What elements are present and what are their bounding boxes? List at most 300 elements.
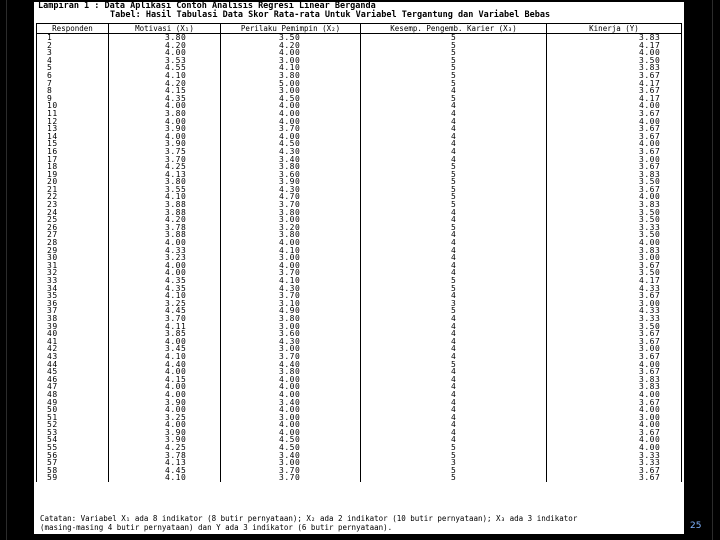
cell-perilaku-pemimpin: 3.70 (221, 353, 361, 361)
cell-kesempatan-karier: 3 (361, 459, 547, 467)
cell-kesempatan-karier: 5 (361, 201, 547, 209)
table-row (37, 421, 682, 429)
cell-motivasi: 4.33 (109, 247, 221, 255)
cell-motivasi: 3.75 (109, 148, 221, 156)
cell-kesempatan-karier: 4 (361, 353, 547, 361)
table-row (37, 406, 682, 414)
cell-kesempatan-karier: 5 (361, 277, 547, 285)
cell-responden: 35 (37, 292, 109, 300)
cell-perilaku-pemimpin: 3.00 (221, 414, 361, 422)
cell-motivasi: 4.15 (109, 87, 221, 95)
cell-responden: 40 (37, 330, 109, 338)
cell-motivasi: 4.00 (109, 368, 221, 376)
cell-responden: 32 (37, 269, 109, 277)
cell-kesempatan-karier: 5 (361, 361, 547, 369)
cell-kesempatan-karier: 4 (361, 148, 547, 156)
cell-perilaku-pemimpin: 3.40 (221, 156, 361, 164)
cell-responden: 25 (37, 216, 109, 224)
cell-kesempatan-karier: 5 (361, 163, 547, 171)
table-row (37, 193, 682, 201)
cell-kinerja: 3.00 (547, 300, 682, 308)
cell-motivasi: 4.00 (109, 262, 221, 270)
cell-responden: 56 (37, 452, 109, 460)
cell-kinerja: 3.50 (547, 209, 682, 217)
cell-kinerja: 3.67 (547, 338, 682, 346)
cell-motivasi: 3.78 (109, 452, 221, 460)
cell-kesempatan-karier: 4 (361, 330, 547, 338)
column-header-kesempatan-karier: Kesemp. Pengemb. Karier (X₃) (361, 24, 547, 34)
table-row (37, 201, 682, 209)
table-header-row (37, 24, 682, 34)
cell-motivasi: 4.00 (109, 102, 221, 110)
cell-perilaku-pemimpin: 4.00 (221, 102, 361, 110)
table-row (37, 49, 682, 57)
cell-responden: 28 (37, 239, 109, 247)
cell-responden: 33 (37, 277, 109, 285)
cell-motivasi: 3.70 (109, 315, 221, 323)
cell-kesempatan-karier: 4 (361, 239, 547, 247)
cell-responden: 19 (37, 171, 109, 179)
cell-responden: 52 (37, 421, 109, 429)
cell-responden: 4 (37, 57, 109, 65)
cell-motivasi: 4.00 (109, 239, 221, 247)
cell-motivasi: 3.85 (109, 330, 221, 338)
cell-motivasi: 4.00 (109, 133, 221, 141)
cell-kinerja: 3.67 (547, 110, 682, 118)
cell-motivasi: 3.45 (109, 345, 221, 353)
cell-kesempatan-karier: 4 (361, 376, 547, 384)
cell-kinerja: 3.83 (547, 247, 682, 255)
cell-kesempatan-karier: 4 (361, 391, 547, 399)
cell-perilaku-pemimpin: 3.80 (221, 163, 361, 171)
cell-responden: 16 (37, 148, 109, 156)
cell-perilaku-pemimpin: 4.10 (221, 277, 361, 285)
cell-kesempatan-karier: 5 (361, 80, 547, 88)
cell-motivasi: 3.78 (109, 224, 221, 232)
cell-motivasi: 4.10 (109, 474, 221, 482)
cell-kesempatan-karier: 4 (361, 216, 547, 224)
cell-responden: 39 (37, 323, 109, 331)
table-row (37, 102, 682, 110)
cell-perilaku-pemimpin: 4.20 (221, 42, 361, 50)
cell-kinerja: 4.00 (547, 102, 682, 110)
table-row (37, 429, 682, 437)
cell-responden: 15 (37, 140, 109, 148)
cell-responden: 43 (37, 353, 109, 361)
table-header (37, 24, 682, 34)
cell-motivasi: 3.25 (109, 300, 221, 308)
cell-kinerja: 4.17 (547, 80, 682, 88)
table-row (37, 186, 682, 194)
table-row (37, 118, 682, 126)
cell-kesempatan-karier: 4 (361, 118, 547, 126)
cell-kinerja: 3.67 (547, 148, 682, 156)
cell-motivasi: 4.45 (109, 307, 221, 315)
cell-kesempatan-karier: 4 (361, 102, 547, 110)
cell-responden: 45 (37, 368, 109, 376)
cell-perilaku-pemimpin: 3.00 (221, 57, 361, 65)
cell-responden: 11 (37, 110, 109, 118)
cell-kesempatan-karier: 4 (361, 323, 547, 331)
table-row (37, 399, 682, 407)
cell-kinerja: 3.67 (547, 474, 682, 482)
cell-perilaku-pemimpin: 3.70 (221, 292, 361, 300)
cell-responden: 17 (37, 156, 109, 164)
cell-motivasi: 4.00 (109, 406, 221, 414)
cell-kesempatan-karier: 5 (361, 95, 547, 103)
cell-kinerja: 4.00 (547, 436, 682, 444)
cell-motivasi: 4.13 (109, 171, 221, 179)
cell-kesempatan-karier: 5 (361, 171, 547, 179)
table-row (37, 338, 682, 346)
cell-kinerja: 4.17 (547, 277, 682, 285)
cell-kinerja: 4.00 (547, 118, 682, 126)
cell-perilaku-pemimpin: 4.50 (221, 444, 361, 452)
table-row (37, 414, 682, 422)
cell-kinerja: 3.50 (547, 231, 682, 239)
cell-responden: 30 (37, 254, 109, 262)
cell-kesempatan-karier: 4 (361, 156, 547, 164)
cell-perilaku-pemimpin: 3.50 (221, 34, 361, 42)
cell-kesempatan-karier: 4 (361, 383, 547, 391)
cell-kinerja: 4.00 (547, 421, 682, 429)
cell-motivasi: 3.80 (109, 110, 221, 118)
cell-motivasi: 4.00 (109, 269, 221, 277)
table-row (37, 292, 682, 300)
cell-kesempatan-karier: 4 (361, 262, 547, 270)
table-row (37, 163, 682, 171)
cell-motivasi: 4.10 (109, 193, 221, 201)
cell-kesempatan-karier: 5 (361, 193, 547, 201)
column-header-responden: Responden (37, 24, 109, 34)
cell-responden: 55 (37, 444, 109, 452)
cell-motivasi: 4.35 (109, 285, 221, 293)
table-row (37, 262, 682, 270)
cell-perilaku-pemimpin: 4.00 (221, 421, 361, 429)
cell-motivasi: 4.00 (109, 338, 221, 346)
cell-motivasi: 4.10 (109, 72, 221, 80)
table-row (37, 254, 682, 262)
cell-motivasi: 4.55 (109, 64, 221, 72)
table-row (37, 171, 682, 179)
table-row (37, 330, 682, 338)
cell-kinerja: 3.33 (547, 224, 682, 232)
cell-motivasi: 3.88 (109, 201, 221, 209)
cell-perilaku-pemimpin: 3.70 (221, 125, 361, 133)
cell-motivasi: 3.88 (109, 209, 221, 217)
cell-kesempatan-karier: 4 (361, 436, 547, 444)
cell-perilaku-pemimpin: 3.80 (221, 72, 361, 80)
cell-responden: 37 (37, 307, 109, 315)
cell-responden: 38 (37, 315, 109, 323)
cell-kinerja: 4.00 (547, 193, 682, 201)
cell-kinerja: 3.50 (547, 216, 682, 224)
cell-kinerja: 3.00 (547, 414, 682, 422)
cell-responden: 21 (37, 186, 109, 194)
cell-perilaku-pemimpin: 4.00 (221, 133, 361, 141)
cell-responden: 50 (37, 406, 109, 414)
cell-motivasi: 3.55 (109, 186, 221, 194)
cell-motivasi: 4.20 (109, 42, 221, 50)
cell-kinerja: 3.83 (547, 171, 682, 179)
cell-kesempatan-karier: 4 (361, 429, 547, 437)
table-row (37, 239, 682, 247)
cell-kinerja: 3.67 (547, 87, 682, 95)
cell-kinerja: 3.67 (547, 330, 682, 338)
cell-perilaku-pemimpin: 4.50 (221, 436, 361, 444)
cell-kesempatan-karier: 5 (361, 34, 547, 42)
cell-responden: 26 (37, 224, 109, 232)
cell-kinerja: 4.33 (547, 285, 682, 293)
table-row (37, 42, 682, 50)
cell-motivasi: 3.23 (109, 254, 221, 262)
cell-kinerja: 4.00 (547, 444, 682, 452)
cell-perilaku-pemimpin: 3.70 (221, 201, 361, 209)
cell-kesempatan-karier: 4 (361, 345, 547, 353)
cell-kesempatan-karier: 5 (361, 307, 547, 315)
cell-motivasi: 4.40 (109, 361, 221, 369)
table-row (37, 72, 682, 80)
cell-responden: 51 (37, 414, 109, 422)
cell-kesempatan-karier: 4 (361, 254, 547, 262)
cell-motivasi: 4.25 (109, 163, 221, 171)
cell-kesempatan-karier: 5 (361, 224, 547, 232)
cell-kinerja: 3.33 (547, 315, 682, 323)
cell-kesempatan-karier: 4 (361, 125, 547, 133)
decorative-line (712, 0, 713, 540)
footnote-line-1: Catatan: Variabel X₁ ada 8 indikator (8 butir pernyataan); X₂ ada 2 indikator (10 butir pernyataan); X₃ ada 3 indikator (40, 514, 578, 523)
cell-responden: 24 (37, 209, 109, 217)
cell-kinerja: 3.83 (547, 34, 682, 42)
footnote (40, 514, 680, 532)
cell-motivasi: 3.88 (109, 231, 221, 239)
cell-kinerja: 3.67 (547, 163, 682, 171)
cell-perilaku-pemimpin: 5.00 (221, 80, 361, 88)
cell-motivasi: 4.25 (109, 444, 221, 452)
cell-perilaku-pemimpin: 3.00 (221, 216, 361, 224)
cell-responden: 44 (37, 361, 109, 369)
cell-perilaku-pemimpin: 3.00 (221, 254, 361, 262)
column-header-kinerja: Kinerja (Y) (547, 24, 682, 34)
cell-motivasi: 4.35 (109, 95, 221, 103)
cell-responden: 7 (37, 80, 109, 88)
cell-perilaku-pemimpin: 3.70 (221, 467, 361, 475)
cell-kinerja: 3.67 (547, 467, 682, 475)
table-row (37, 156, 682, 164)
cell-responden: 54 (37, 436, 109, 444)
cell-responden: 2 (37, 42, 109, 50)
cell-responden: 22 (37, 193, 109, 201)
cell-perilaku-pemimpin: 3.00 (221, 323, 361, 331)
cell-kinerja: 4.00 (547, 361, 682, 369)
cell-perilaku-pemimpin: 3.00 (221, 459, 361, 467)
cell-responden: 48 (37, 391, 109, 399)
table-row (37, 444, 682, 452)
cell-perilaku-pemimpin: 4.30 (221, 338, 361, 346)
cell-responden: 53 (37, 429, 109, 437)
cell-kinerja: 3.83 (547, 383, 682, 391)
cell-kesempatan-karier: 4 (361, 292, 547, 300)
cell-kinerja: 4.33 (547, 307, 682, 315)
table-row (37, 231, 682, 239)
cell-responden: 46 (37, 376, 109, 384)
table-row (37, 353, 682, 361)
cell-kesempatan-karier: 5 (361, 72, 547, 80)
cell-responden: 27 (37, 231, 109, 239)
cell-responden: 59 (37, 474, 109, 482)
cell-responden: 14 (37, 133, 109, 141)
cell-responden: 29 (37, 247, 109, 255)
cell-kesempatan-karier: 4 (361, 269, 547, 277)
heading-label: Lampiran 1 : (38, 2, 100, 11)
table-row (37, 300, 682, 308)
cell-kinerja: 3.50 (547, 269, 682, 277)
cell-perilaku-pemimpin: 4.00 (221, 406, 361, 414)
cell-responden: 6 (37, 72, 109, 80)
cell-kesempatan-karier: 5 (361, 42, 547, 50)
table-row (37, 125, 682, 133)
cell-perilaku-pemimpin: 4.30 (221, 148, 361, 156)
cell-motivasi: 3.90 (109, 436, 221, 444)
cell-responden: 13 (37, 125, 109, 133)
cell-kesempatan-karier: 5 (361, 186, 547, 194)
table-row (37, 87, 682, 95)
table-row (37, 269, 682, 277)
cell-kinerja: 4.00 (547, 49, 682, 57)
cell-kinerja: 4.00 (547, 391, 682, 399)
table-row (37, 80, 682, 88)
cell-kinerja: 3.33 (547, 452, 682, 460)
table-row (37, 178, 682, 186)
cell-motivasi: 3.90 (109, 140, 221, 148)
cell-perilaku-pemimpin: 3.20 (221, 224, 361, 232)
cell-responden: 10 (37, 102, 109, 110)
table-row (37, 209, 682, 217)
cell-kesempatan-karier: 4 (361, 368, 547, 376)
cell-perilaku-pemimpin: 4.00 (221, 429, 361, 437)
table-row (37, 467, 682, 475)
cell-kinerja: 3.83 (547, 201, 682, 209)
cell-kinerja: 3.50 (547, 57, 682, 65)
cell-kesempatan-karier: 5 (361, 452, 547, 460)
table-row (37, 345, 682, 353)
cell-perilaku-pemimpin: 4.00 (221, 239, 361, 247)
cell-kesempatan-karier: 4 (361, 231, 547, 239)
cell-motivasi: 3.25 (109, 414, 221, 422)
cell-responden: 36 (37, 300, 109, 308)
cell-responden: 31 (37, 262, 109, 270)
cell-kinerja: 4.17 (547, 95, 682, 103)
cell-motivasi: 3.80 (109, 34, 221, 42)
cell-kinerja: 3.83 (547, 376, 682, 384)
cell-kinerja: 3.67 (547, 429, 682, 437)
cell-kesempatan-karier: 4 (361, 399, 547, 407)
cell-perilaku-pemimpin: 3.60 (221, 171, 361, 179)
table-caption: Tabel: Hasil Tabulasi Data Skor Rata-rata Untuk Variabel Tergantung dan Variabel Bebas (110, 10, 551, 20)
cell-responden: 20 (37, 178, 109, 186)
table-row (37, 383, 682, 391)
cell-perilaku-pemimpin: 4.50 (221, 95, 361, 103)
cell-kesempatan-karier: 4 (361, 133, 547, 141)
cell-responden: 5 (37, 64, 109, 72)
table-row (37, 277, 682, 285)
cell-perilaku-pemimpin: 4.40 (221, 361, 361, 369)
cell-perilaku-pemimpin: 4.00 (221, 49, 361, 57)
cell-kesempatan-karier: 4 (361, 406, 547, 414)
cell-motivasi: 4.00 (109, 118, 221, 126)
document-heading (38, 2, 684, 20)
data-table (36, 23, 682, 482)
cell-responden: 3 (37, 49, 109, 57)
cell-perilaku-pemimpin: 3.00 (221, 345, 361, 353)
cell-perilaku-pemimpin: 4.10 (221, 247, 361, 255)
cell-perilaku-pemimpin: 4.50 (221, 140, 361, 148)
cell-kinerja: 3.67 (547, 125, 682, 133)
cell-kinerja: 3.67 (547, 353, 682, 361)
table-row (37, 368, 682, 376)
cell-perilaku-pemimpin: 3.40 (221, 399, 361, 407)
cell-motivasi: 4.10 (109, 292, 221, 300)
footnote-line-2: (masing-masing 4 butir pernyataan) dan Y ada 3 indikator (6 butir pernyataan). (40, 523, 393, 532)
cell-kesempatan-karier: 5 (361, 285, 547, 293)
cell-kesempatan-karier: 5 (361, 57, 547, 65)
cell-responden: 1 (37, 34, 109, 42)
cell-kinerja: 3.67 (547, 186, 682, 194)
cell-kinerja: 3.50 (547, 323, 682, 331)
page-number: 25 (690, 521, 702, 531)
cell-kesempatan-karier: 4 (361, 421, 547, 429)
cell-kinerja: 3.67 (547, 72, 682, 80)
cell-responden: 47 (37, 383, 109, 391)
cell-motivasi: 3.53 (109, 57, 221, 65)
table-body (37, 34, 682, 483)
cell-kinerja: 4.17 (547, 42, 682, 50)
cell-responden: 58 (37, 467, 109, 475)
table-row (37, 216, 682, 224)
cell-responden: 49 (37, 399, 109, 407)
cell-motivasi: 4.45 (109, 467, 221, 475)
cell-responden: 18 (37, 163, 109, 171)
cell-perilaku-pemimpin: 3.10 (221, 300, 361, 308)
table-row (37, 459, 682, 467)
cell-kinerja: 3.33 (547, 459, 682, 467)
cell-perilaku-pemimpin: 3.80 (221, 209, 361, 217)
cell-motivasi: 3.70 (109, 156, 221, 164)
cell-motivasi: 3.90 (109, 429, 221, 437)
cell-kinerja: 3.67 (547, 292, 682, 300)
cell-responden: 34 (37, 285, 109, 293)
table-row (37, 95, 682, 103)
cell-kinerja: 3.50 (547, 178, 682, 186)
cell-responden: 9 (37, 95, 109, 103)
cell-motivasi: 4.00 (109, 421, 221, 429)
cell-perilaku-pemimpin: 4.90 (221, 307, 361, 315)
table-row (37, 307, 682, 315)
cell-kinerja: 4.00 (547, 140, 682, 148)
cell-motivasi: 4.20 (109, 80, 221, 88)
table-row (37, 34, 682, 42)
cell-motivasi: 3.80 (109, 178, 221, 186)
cell-perilaku-pemimpin: 4.10 (221, 64, 361, 72)
cell-perilaku-pemimpin: 3.80 (221, 315, 361, 323)
column-header-perilaku-pemimpin: Perilaku Pemimpin (X₂) (221, 24, 361, 34)
cell-responden: 41 (37, 338, 109, 346)
cell-kesempatan-karier: 4 (361, 315, 547, 323)
cell-kinerja: 4.00 (547, 406, 682, 414)
cell-perilaku-pemimpin: 3.70 (221, 269, 361, 277)
cell-motivasi: 4.00 (109, 391, 221, 399)
cell-responden: 23 (37, 201, 109, 209)
